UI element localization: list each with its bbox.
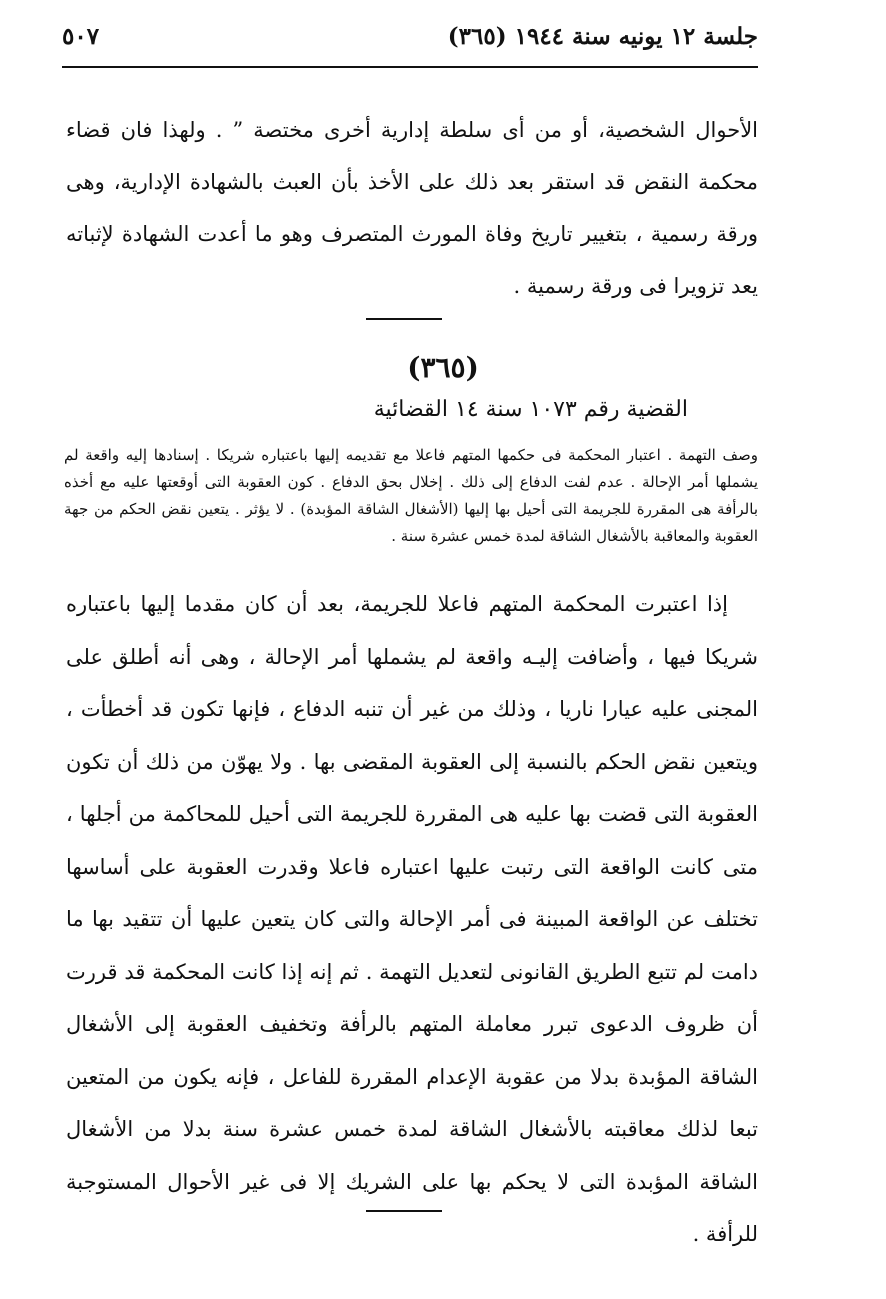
- end-divider: [366, 1210, 442, 1212]
- paragraph-main-text: إذا اعتبرت المحكمة المتهم فاعلا للجريمة، بعد أن كان مقدما إليها باعتباره شريكا فيها ، وأضافت إليـه واقعة لم يشملها أمر الإحالة ، وهى أنه أطلق على المجنى عليه عيارا ناريا ، وذلك من غير أن تنبه الدفاع ، فإنها تكون قد أخطأت ، ويتعين نقض الحكم بالنسبة إلى العقوبة المقضى بها . ولا يهوّن من ذلك أن تكون العقوبة التى قضت بها عليه هى المقررة للجريمة التى أحيل للمحاكمة من أجلها ، متى كانت الواقعة التى رتبت عليها اعتباره فاعلا وقدرت العقوبة على أساسها تختلف عن الواقعة المبينة فى أمر الإحالة والتى كان يتعين عليها أن تتقيد بها ما دامت لم تتبع الطريق القانونى لتعديل التهمة . ثم إنه إذا كانت المحكمة قد قررت أن ظروف الدعوى تبرر معاملة المتهم بالرأفة وتخفيف العقوبة إلى الأشغال الشاقة المؤبدة بدلا من عقوبة الإعدام المقررة للفاعل ، فإنه يكون من المتعين تبعا لذلك معاقبته بالأشغال الشاقة لمدة خمس عشرة سنة بدلا من الأشغال الشاقة المؤبدة التى لا يحكم بها على الشريك إلا فى غير الأحوال المستوجبة للرأفة .: [66, 592, 758, 1246]
- paragraph-main: [66, 578, 758, 1261]
- case-number: (٣٦٥): [407, 351, 479, 384]
- header-rule: [62, 66, 758, 68]
- paragraph-top: الأحوال الشخصية، أو من أى سلطة إدارية أخرى مختصة ” . ولهذا فان قضاء محكمة النقض قد استقر بعد ذلك على الأخذ بأن العبث بالشهادة الإدارية، وهى ورقة رسمية ، بتغيير تاريخ وفاة المورث المتصرف وهو ما أعدت الشهادة لإثباته يعد تزويرا فى ورقة رسمية .: [66, 118, 758, 298]
- section-divider: [366, 318, 442, 320]
- case-summary: وصف التهمة . اعتبار المحكمة فى حكمها المتهم فاعلا مع تقديمه إليها باعتباره شريكا . إسنادها إليه واقعة لم يشملها أمر الإحالة . عدم لفت الدفاع إلى ذلك . إخلال بحق الدفاع . كون العقوبة التى أوقعتها عليه مع أخذه بالرأفة هى المقررة للجريمة التى أحيل بها إليها (الأشغال الشاقة المؤبدة) . لا يؤثر . يتعين نقض الحكم من جهة العقوبة والمعاقبة بالأشغال الشاقة لمدة خمس عشرة سنة .: [64, 446, 758, 545]
- case-title: القضية رقم ١٠٧٣ سنة ١٤ القضائية: [373, 397, 688, 422]
- page-number: ٥٠٧: [62, 22, 100, 50]
- running-title: جلسة ١٢ يونيه سنة ١٩٤٤ (٣٦٥): [447, 22, 758, 50]
- page-header: [62, 14, 758, 58]
